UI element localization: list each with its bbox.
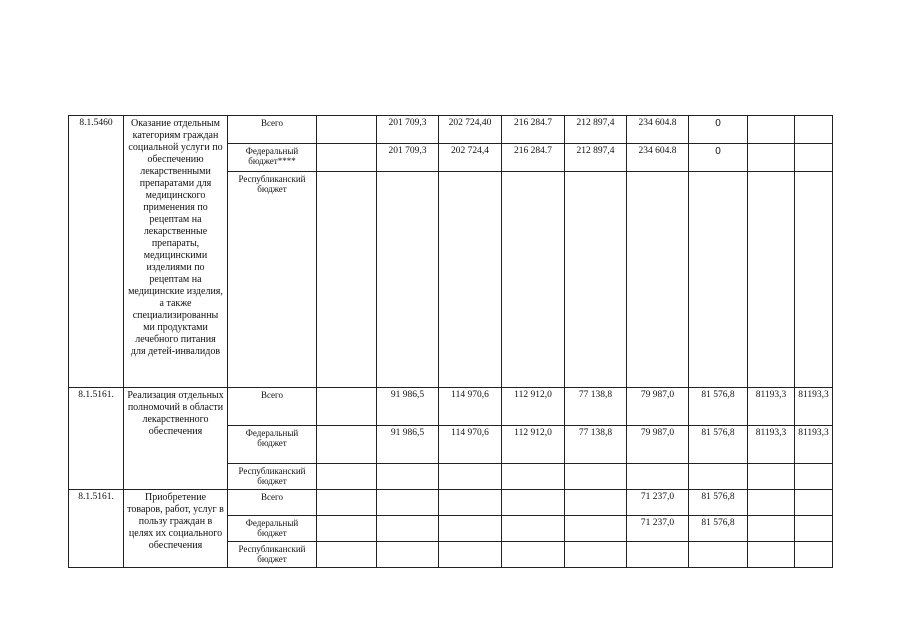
value-cell: 202 724,40 — [439, 116, 502, 144]
value-cell — [795, 144, 833, 172]
value-cell — [748, 464, 795, 490]
value-cell — [317, 541, 377, 567]
value-cell: 91 986,5 — [377, 388, 439, 426]
value-cell: 114 970,6 — [439, 426, 502, 464]
value-cell — [502, 541, 565, 567]
funding-source: Всего — [228, 489, 317, 515]
funding-source: Федеральный бюджет — [228, 515, 317, 541]
value-cell — [502, 464, 565, 490]
value-cell — [317, 515, 377, 541]
table-row — [69, 489, 833, 515]
value-cell: 71 237,0 — [627, 489, 689, 515]
value-cell — [439, 489, 502, 515]
value-cell — [565, 541, 627, 567]
value-cell — [627, 172, 689, 388]
value-cell — [439, 515, 502, 541]
value-cell: 212 897,4 — [565, 144, 627, 172]
value-cell — [317, 172, 377, 388]
value-cell — [748, 515, 795, 541]
value-cell: 77 138,8 — [565, 426, 627, 464]
value-cell — [317, 388, 377, 426]
value-cell — [317, 489, 377, 515]
program-name: Реализация отдельных полномочий в области лекарственного обеспечения — [124, 388, 228, 490]
table-row — [69, 116, 833, 144]
value-cell: 81193,3 — [795, 426, 833, 464]
funding-source: Республиканский бюджет — [228, 464, 317, 490]
value-cell — [317, 144, 377, 172]
value-cell: 212 897,4 — [565, 116, 627, 144]
value-cell: 0 — [689, 116, 748, 144]
value-cell — [502, 489, 565, 515]
value-cell — [565, 172, 627, 388]
value-cell: 0 — [689, 144, 748, 172]
budget-table — [68, 115, 833, 568]
value-cell — [748, 489, 795, 515]
value-cell — [565, 464, 627, 490]
value-cell: 216 284.7 — [502, 144, 565, 172]
value-cell: 201 709,3 — [377, 144, 439, 172]
value-cell — [317, 464, 377, 490]
value-cell — [565, 489, 627, 515]
value-cell: 114 970,6 — [439, 388, 502, 426]
value-cell: 216 284.7 — [502, 116, 565, 144]
value-cell — [627, 464, 689, 490]
program-code: 8.1.5161. — [69, 388, 124, 490]
value-cell: 81 576,8 — [689, 489, 748, 515]
value-cell — [689, 541, 748, 567]
value-cell — [795, 515, 833, 541]
value-cell — [377, 464, 439, 490]
value-cell: 71 237,0 — [627, 515, 689, 541]
funding-source: Всего — [228, 116, 317, 144]
value-cell — [795, 541, 833, 567]
value-cell — [377, 172, 439, 388]
value-cell — [377, 515, 439, 541]
value-cell: 112 912,0 — [502, 426, 565, 464]
value-cell — [502, 515, 565, 541]
value-cell: 81 576,8 — [689, 388, 748, 426]
value-cell: 81193,3 — [748, 388, 795, 426]
value-cell — [748, 541, 795, 567]
table-row — [69, 388, 833, 426]
funding-source: Республиканский бюджет — [228, 172, 317, 388]
value-cell: 202 724,4 — [439, 144, 502, 172]
value-cell — [565, 515, 627, 541]
value-cell: 81193,3 — [795, 388, 833, 426]
value-cell: 234 604.8 — [627, 116, 689, 144]
value-cell — [502, 172, 565, 388]
funding-source: Федеральный бюджет**** — [228, 144, 317, 172]
value-cell — [795, 464, 833, 490]
value-cell — [689, 464, 748, 490]
value-cell — [439, 172, 502, 388]
value-cell: 91 986,5 — [377, 426, 439, 464]
value-cell — [377, 541, 439, 567]
value-cell — [439, 464, 502, 490]
value-cell: 112 912,0 — [502, 388, 565, 426]
program-name: Оказание отдельным категориям граждан социальной услуги по обеспечению лекарственными препаратами для медицинского применения по рецептам на лекарственные препараты, медицинскими изделиями по рецептам на медицинские изделия, а также специализированны ми продуктами лечебного питания для детей-инвалидов — [124, 116, 228, 388]
value-cell — [748, 116, 795, 144]
value-cell — [439, 541, 502, 567]
program-code: 8.1.5460 — [69, 116, 124, 388]
value-cell: 81 576,8 — [689, 426, 748, 464]
value-cell — [748, 172, 795, 388]
program-name: Приобретение товаров, работ, услуг в пользу граждан в целях их социального обеспечения — [124, 489, 228, 567]
value-cell — [795, 172, 833, 388]
value-cell: 234 604.8 — [627, 144, 689, 172]
value-cell — [795, 116, 833, 144]
value-cell — [317, 426, 377, 464]
value-cell: 77 138,8 — [565, 388, 627, 426]
value-cell: 79 987,0 — [627, 388, 689, 426]
value-cell — [795, 489, 833, 515]
value-cell: 79 987,0 — [627, 426, 689, 464]
funding-source: Республиканский бюджет — [228, 541, 317, 567]
value-cell — [317, 116, 377, 144]
value-cell — [748, 144, 795, 172]
value-cell — [627, 541, 689, 567]
value-cell: 201 709,3 — [377, 116, 439, 144]
value-cell: 81193,3 — [748, 426, 795, 464]
program-code: 8.1.5161. — [69, 489, 124, 567]
funding-source: Всего — [228, 388, 317, 426]
value-cell — [377, 489, 439, 515]
funding-source: Федеральный бюджет — [228, 426, 317, 464]
value-cell: 81 576,8 — [689, 515, 748, 541]
value-cell — [689, 172, 748, 388]
